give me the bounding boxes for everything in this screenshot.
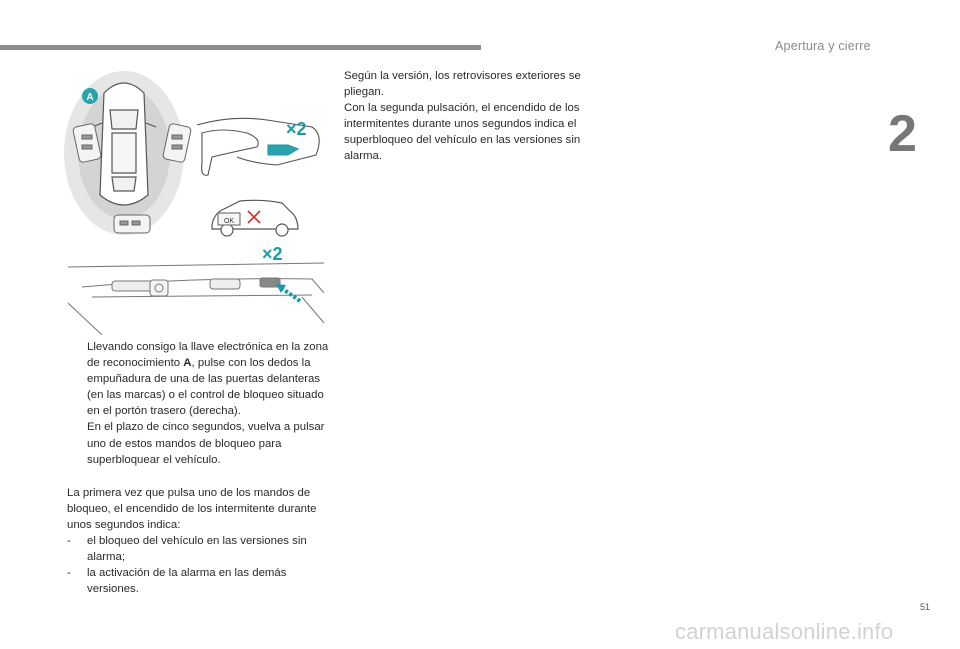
mirror-paragraph: Según la versión, los retrovisores exteriores se pliegan. (344, 70, 581, 99)
header-rule (0, 45, 481, 50)
left-column (67, 339, 332, 597)
svg-text:A: A (86, 92, 94, 103)
intro-paragraph: La primera vez que pulsa uno de los mandos de bloqueo, el encendido de los intermitente durante unos segundos indica: (67, 486, 317, 531)
svg-text:OK: OK (223, 218, 235, 225)
list-item: - la activación de la alarma en las demás versiones. (67, 567, 287, 596)
instruction-item: Llevando consigo la llave electrónica en la zona de reconocimiento A, pulse con los dedos la empuñadura de una de las puertas delanteras (en las marcas) o el control de bloqueo situado en el portón trasero (derecha). (87, 341, 329, 418)
superlock-paragraph: Con la segunda pulsación, el encendido de los intermitentes durante unos segundos indica el superbloqueo del vehículo en las versiones sin alarma. (344, 102, 581, 163)
press-arrow-icon (276, 284, 300, 301)
chapter-number: 2 (888, 105, 917, 163)
car-side-view-icon (212, 200, 298, 236)
right-column (344, 68, 604, 165)
instruction-item: En el plazo de cinco segundos, vuelva a pulsar uno de estos mandos de bloqueo para superbloquear el vehículo. (87, 421, 325, 466)
watermark: carmanualsonline.info (675, 619, 894, 644)
zone-a-badge (82, 88, 98, 104)
tailgate-control-icon (114, 215, 150, 233)
section-title: Apertura y cierre (775, 39, 871, 53)
press-twice-label: ×2 (286, 119, 307, 139)
press-twice-label-2: ×2 (262, 244, 283, 264)
tailgate-view-icon (68, 263, 324, 335)
page-number: 51 (920, 602, 931, 612)
locking-illustration (62, 65, 330, 335)
list-item: - el bloqueo del vehículo en las versiones sin alarma; (67, 535, 307, 564)
